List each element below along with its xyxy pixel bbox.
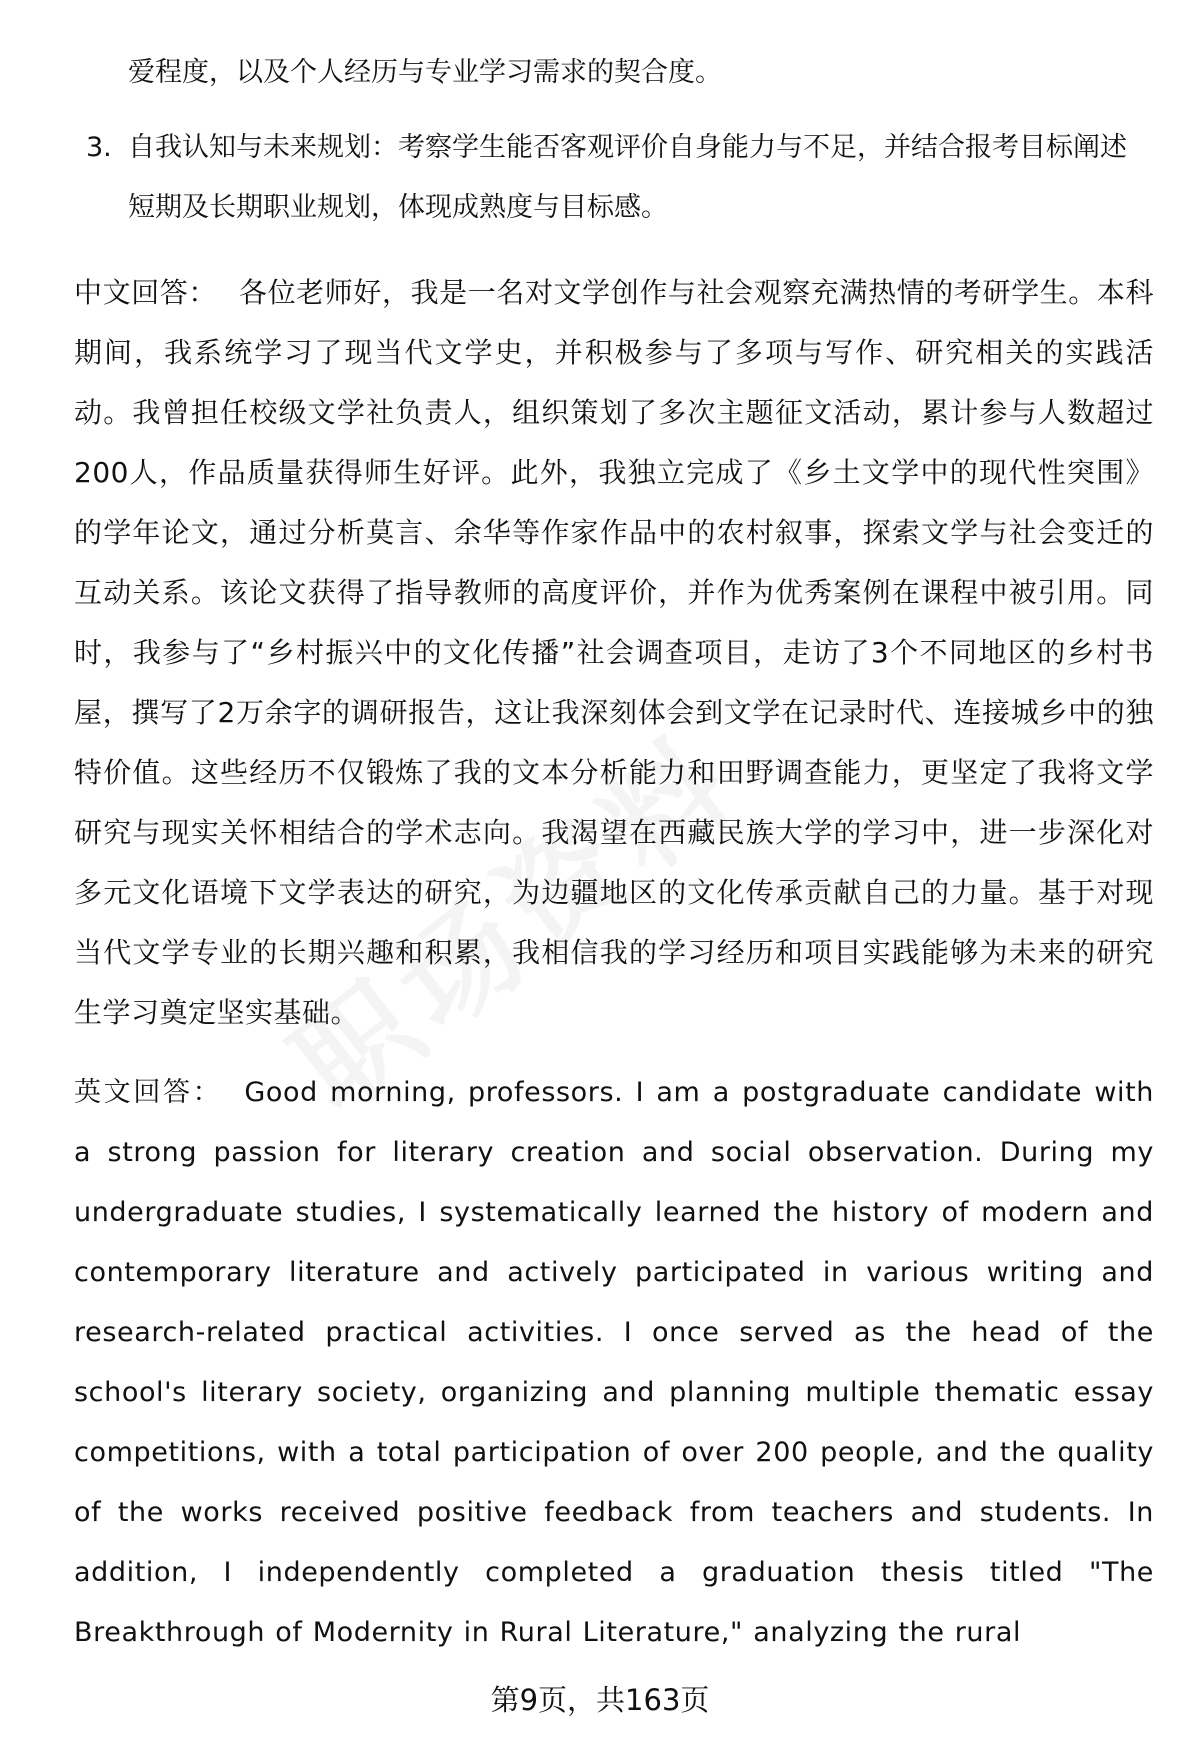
english-answer-paragraph	[74, 1063, 1154, 1663]
english-answer-text: Good morning, professors. I am a postgraduate candidate with a strong passion for literary creation and social observation. During my undergraduate studies, I systematically learned the history of modern and contemporary literature and actively participated in various writing and research-related practical activities. I once served as the head of the school's literary society, organizing and planning multiple thematic essay competitions, with a total participation of over 200 people, and the quality of the works received positive feedback from teachers and students. In addition, I independently completed a graduation thesis titled "The Breakthrough of Modernity in Rural Literature," analyzing the rural	[74, 1077, 1155, 1648]
continuation-line: 爱程度，以及个人经历与专业学习需求的契合度。	[128, 57, 722, 88]
list-text: 自我认知与未来规划：考察学生能否客观评价自身能力与不足，并结合报考目标阐述短期及长期职业规划，体现成熟度与目标感。	[128, 132, 1127, 223]
chinese-answer-label: 中文回答：	[74, 276, 217, 309]
english-answer-label: 英文回答：	[74, 1077, 223, 1108]
chinese-answer-text: 各位老师好，我是一名对文学创作与社会观察充满热情的考研学生。本科期间，我系统学习了现当代文学史，并积极参与了多项与写作、研究相关的实践活动。我曾担任校级文学社负责人，组织策划了多次主题征文活动，累计参与人数超过200人，作品质量获得师生好评。此外，我独立完成了《乡土文学中的现代性突围》的学年论文，通过分析莫言、余华等作家作品中的农村叙事，探索文学与社会变迁的互动关系。该论文获得了指导教师的高度评价，并作为优秀案例在课程中被引用。同时，我参与了“乡村振兴中的文化传播”社会调查项目，走访了3个不同地区的乡村书屋，撰写了2万余字的调研报告，这让我深刻体会到文学在记录时代、连接城乡中的独特价值。这些经历不仅锻炼了我的文本分析能力和田野调查能力，更坚定了我将文学研究与现实关怀相结合的学术志向。我渴望在西藏民族大学的学习中，进一步深化对多元文化语境下文学表达的研究，为边疆地区的文化传承贡献自己的力量。基于对现当代文学专业的长期兴趣和积累，我相信我的学习经历和项目实践能够为未来的研究生学习奠定坚实基础。	[74, 276, 1154, 1029]
chinese-answer-paragraph	[74, 263, 1154, 1043]
list-number: 3.	[86, 132, 112, 163]
page-footer: 第9页，共163页	[490, 1683, 710, 1717]
